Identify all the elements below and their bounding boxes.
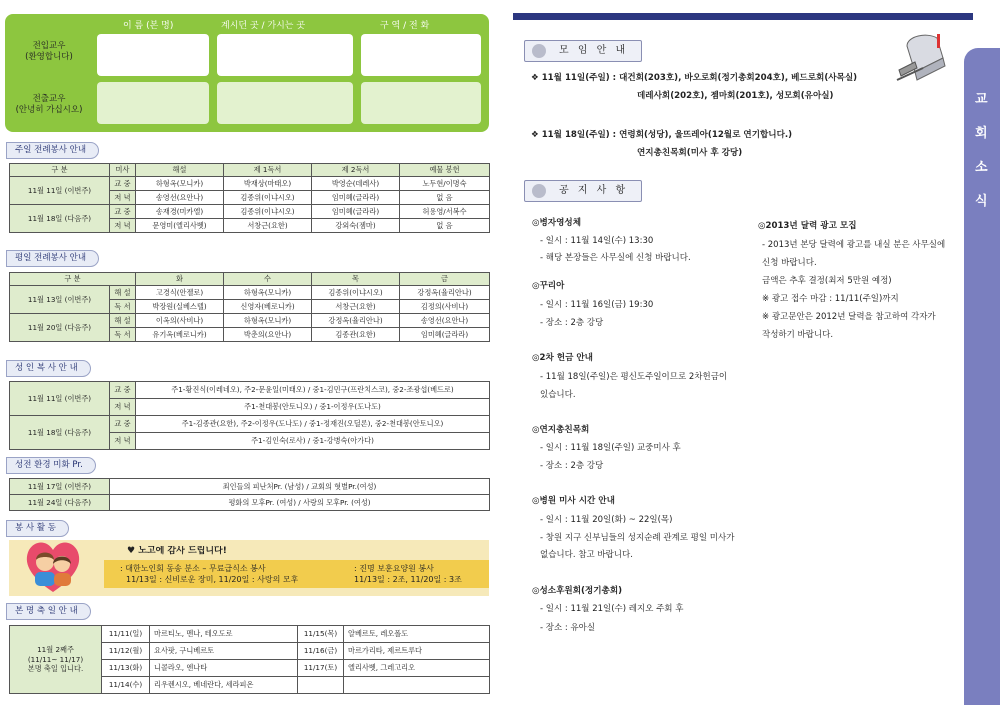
volunteer-right-detail: 11/13일 : 2조, 11/20일 : 3조 bbox=[354, 575, 462, 584]
notice-title: ◎병원 미사 시간 안내 bbox=[532, 496, 615, 506]
newcomer-in-label: 전입교우 (환영합니다) bbox=[25, 41, 73, 63]
cell: 문영미(엘리사벳) bbox=[136, 219, 224, 233]
date-cell: 11월 13일 (이번주) bbox=[10, 286, 110, 314]
th-mass: 미사 bbox=[110, 164, 136, 177]
date-cell: 11월 17일 (이번주) bbox=[10, 479, 110, 495]
notice-line: - 일시 : 11월 18일(주일) 교중미사 후 bbox=[540, 443, 681, 453]
notice-line: - 일시 : 11월 14일(수) 13:30 bbox=[540, 236, 654, 246]
calendar-ad-line: - 2013년 본당 달력에 광고를 내실 분은 사무실에 bbox=[762, 240, 946, 250]
sunday-service-table bbox=[9, 163, 490, 233]
mass-cell: 저 녁 bbox=[110, 399, 136, 416]
cell: 평화의 모후Pr. (여성) / 사랑의 모후Pr. (여성) bbox=[110, 495, 490, 511]
date-cell: 11월 18일 (다음주) bbox=[10, 205, 110, 233]
th-thu: 목 bbox=[312, 273, 400, 286]
feast-saints: 알베르토, 레오폴도 bbox=[344, 626, 490, 643]
cell: 김종위(이냐시오) bbox=[224, 205, 312, 219]
notice-line: - 장소 : 2층 강당 bbox=[540, 318, 604, 328]
calendar-ad-title: ◎2013년 달력 광고 모집 bbox=[758, 221, 857, 231]
cell: 박장원(실베스텔) bbox=[136, 300, 224, 314]
role-cell: 독 서 bbox=[110, 328, 136, 342]
date-cell: 11월 11일 (이번주) bbox=[10, 382, 110, 416]
cell: 김종관(요한) bbox=[312, 328, 400, 342]
cell: 김종위(이냐시오) bbox=[312, 286, 400, 300]
feast-saints: 리우렌시오, 베네란다, 세라피온 bbox=[150, 677, 298, 694]
feast-date: 11/15(목) bbox=[298, 626, 344, 643]
volunteer-details bbox=[104, 560, 489, 588]
newcomer-out-name-box[interactable] bbox=[97, 82, 209, 124]
feast-saints: 마르티노, 멘나, 테오도로 bbox=[150, 626, 298, 643]
notice-line: - 일시 : 11월 16일(금) 19:30 bbox=[540, 300, 654, 310]
feast-saints: 니콜라오, 엔나타 bbox=[150, 660, 298, 677]
cell: 주1-김종관(요한), 주2-이정우(도나도) / 중1-정재진(오딜론), 중2-천대봉(안토니오) bbox=[136, 416, 490, 433]
notice-line: - 11월 18일(주일)은 평신도주일이므로 2차헌금이 bbox=[540, 372, 728, 382]
th-division: 구 분 bbox=[10, 273, 136, 286]
newcomer-out-place-box[interactable] bbox=[217, 82, 353, 124]
heart-couple-icon bbox=[21, 536, 85, 596]
notice-line: - 일시 : 11월 21일(수) 레지오 주회 후 bbox=[540, 604, 684, 614]
date-cell: 11월 24일 (다음주) bbox=[10, 495, 110, 511]
feast-table bbox=[9, 625, 490, 694]
meeting-line: ❖ 11월 18일(주일) : 연령회(성당), 울뜨레아(12월로 연기합니다.) bbox=[531, 130, 793, 140]
cleaning-title: 성전 환경 미화 Pr. bbox=[6, 457, 96, 474]
notice-title: ◎연지총친목회 bbox=[532, 425, 590, 435]
cleaning-table bbox=[9, 478, 490, 511]
cell: 유기옥(베로니카) bbox=[136, 328, 224, 342]
weekday-service-title: 평일 전례봉사 안내 bbox=[6, 250, 99, 267]
cell: 강정옥(율리안나) bbox=[400, 286, 490, 300]
newcomer-in-name-box[interactable] bbox=[97, 34, 209, 76]
th-fri: 금 bbox=[400, 273, 490, 286]
th-offering: 예물 봉헌 bbox=[400, 164, 490, 177]
mass-cell: 저 녁 bbox=[110, 433, 136, 450]
notice-title: ◎병자영성체 bbox=[532, 218, 582, 228]
cell: 신영자(베로니카) bbox=[224, 300, 312, 314]
newcomer-header-district: 구 역 / 전 화 bbox=[380, 21, 430, 31]
feast-saints: 마르가리타, 제르트루다 bbox=[344, 643, 490, 660]
newcomer-out-district-box[interactable] bbox=[361, 82, 481, 124]
cell: 하형옥(모니카) bbox=[224, 314, 312, 328]
cell: 주1-천대봉(안토니오) / 중1-이정우(도나도) bbox=[136, 399, 490, 416]
th-reading-1: 제 1독서 bbox=[224, 164, 312, 177]
right-top-bar bbox=[513, 13, 973, 20]
feast-saints bbox=[344, 677, 490, 694]
volunteer-panel bbox=[9, 540, 489, 596]
newcomer-header-name: 이 름 (본 명) bbox=[123, 21, 174, 31]
calendar-ad-line: ※ 광고 접수 마감 : 11/11(주일)까지 bbox=[762, 294, 899, 304]
feast-date: 11/17(토) bbox=[298, 660, 344, 677]
feast-date: 11/14(수) bbox=[102, 677, 150, 694]
altar-service-title: 성 인 복 사 안 내 bbox=[6, 360, 91, 377]
notice-title: ◎2차 헌금 안내 bbox=[532, 353, 593, 363]
th-wed: 수 bbox=[224, 273, 312, 286]
calendar-ad-line: 신청 바랍니다. bbox=[762, 258, 817, 268]
feast-date bbox=[298, 677, 344, 694]
cell: 강정옥(율리안나) bbox=[312, 314, 400, 328]
feast-title: 본 명 축 일 안 내 bbox=[6, 603, 91, 620]
person-icon bbox=[532, 184, 546, 198]
date-cell: 11월 11일 (이번주) bbox=[10, 177, 110, 205]
notice-line: - 해당 본장들은 사무실에 신청 바랍니다. bbox=[540, 253, 691, 263]
side-title-char: 소 bbox=[975, 160, 988, 175]
cell: 송영선(요안나) bbox=[400, 314, 490, 328]
feast-date: 11/16(금) bbox=[298, 643, 344, 660]
notice-line: 없습니다. 참고 바랍니다. bbox=[540, 550, 633, 560]
cell: 강외숙(젬마) bbox=[312, 219, 400, 233]
cell: 노두현/이명숙 bbox=[400, 177, 490, 191]
cell: 서창근(요한) bbox=[312, 300, 400, 314]
side-title-char: 회 bbox=[975, 126, 988, 141]
meeting-line: 데레사회(202호), 젬마회(201호), 성모회(유아실) bbox=[637, 91, 834, 101]
mass-cell: 교 중 bbox=[110, 416, 136, 433]
role-cell: 해 설 bbox=[110, 286, 136, 300]
cell: 박영순(데레사) bbox=[312, 177, 400, 191]
volunteer-headline: ♥ 노고에 감사 드립니다! bbox=[127, 546, 227, 556]
notice-line: - 장소 : 유아실 bbox=[540, 623, 596, 633]
cell: 이옥의(사비나) bbox=[136, 314, 224, 328]
meetings-title: 모 임 안 내 bbox=[524, 40, 642, 62]
volunteer-left-detail: 11/13일 : 신비로운 장미, 11/20일 : 사랑의 모후 bbox=[126, 575, 299, 584]
mass-cell: 저 녁 bbox=[110, 219, 136, 233]
feast-saints: 요사팟, 구니베르토 bbox=[150, 643, 298, 660]
volunteer-left-title: : 대한노인회 동송 분소 – 무료급식소 봉사 bbox=[120, 564, 266, 573]
th-commentary: 해설 bbox=[136, 164, 224, 177]
cell: 하형옥(모니카) bbox=[136, 177, 224, 191]
cell: 임미혜(글라라) bbox=[312, 205, 400, 219]
mailbox-icon bbox=[893, 28, 953, 86]
cell: 송재경(미카엘) bbox=[136, 205, 224, 219]
mass-cell: 저 녁 bbox=[110, 191, 136, 205]
th-reading-2: 제 2독서 bbox=[312, 164, 400, 177]
notice-title: ◎꾸리아 bbox=[532, 281, 565, 291]
side-title-bar bbox=[964, 48, 1000, 705]
cell: 김종위(이냐시오) bbox=[224, 191, 312, 205]
role-cell: 해 설 bbox=[110, 314, 136, 328]
newcomer-out-label: 전출교우 (안녕히 가십시오) bbox=[15, 94, 83, 116]
cell: 임미혜(글라라) bbox=[400, 328, 490, 342]
cell: 송영선(요안나) bbox=[136, 191, 224, 205]
cell: 주1-황진식(이레네오), 주2-문윤일(미태오) / 중1-김민구(프란치스코), 중2-조광섭(베드로) bbox=[136, 382, 490, 399]
weekday-service-table bbox=[9, 272, 490, 342]
notice-line: - 장소 : 2층 강당 bbox=[540, 461, 604, 471]
person-icon bbox=[532, 44, 546, 58]
calendar-ad-line: 작성하기 바랍니다. bbox=[762, 330, 834, 340]
feast-saints: 엘리사벳, 그레고리오 bbox=[344, 660, 490, 677]
cell: 고경식(안젤로) bbox=[136, 286, 224, 300]
date-cell: 11월 20일 (다음주) bbox=[10, 314, 110, 342]
volunteer-right-title: : 진명 보훈요양원 봉사 bbox=[354, 564, 434, 573]
calendar-ad-line: ※ 광고문안은 2012년 달력을 참고하여 각자가 bbox=[762, 312, 936, 322]
side-title-char: 교 bbox=[975, 92, 988, 107]
mass-cell: 교 중 bbox=[110, 205, 136, 219]
cell: 없 음 bbox=[400, 191, 490, 205]
meeting-line: ❖ 11월 11일(주일) : 대건회(203호), 바오로회(정기총회204호), 베드로회(사목실) bbox=[531, 73, 858, 83]
feast-date: 11/13(화) bbox=[102, 660, 150, 677]
newcomer-form bbox=[5, 14, 489, 132]
side-title-char: 식 bbox=[975, 194, 988, 209]
sunday-service-title: 주일 전례봉사 안내 bbox=[6, 142, 99, 159]
newcomer-in-place-box[interactable] bbox=[217, 34, 353, 76]
newcomer-header-place: 계시던 곳 / 가시는 곳 bbox=[221, 21, 306, 31]
cell: 임미혜(글라라) bbox=[312, 191, 400, 205]
cell: 김정의(사비나) bbox=[400, 300, 490, 314]
cell: 허용영/서복수 bbox=[400, 205, 490, 219]
date-cell: 11월 18일 (다음주) bbox=[10, 416, 110, 450]
volunteer-title: 봉 사 활 동 bbox=[6, 520, 69, 537]
notice-line: - 일시 : 11월 20일(화) ~ 22일(목) bbox=[540, 515, 673, 525]
cell: 박춘의(요안나) bbox=[224, 328, 312, 342]
feast-date: 11/12(월) bbox=[102, 643, 150, 660]
cell: 주1-김인숙(로사) / 중1-강병숙(아가다) bbox=[136, 433, 490, 450]
newcomer-in-district-box[interactable] bbox=[361, 34, 481, 76]
cell: 죄인들의 피난처Pr. (남성) / 교회의 혓별Pr.(여성) bbox=[110, 479, 490, 495]
cell: 없 음 bbox=[400, 219, 490, 233]
notices-title: 공 지 사 항 bbox=[524, 180, 642, 202]
feast-date: 11/11(일) bbox=[102, 626, 150, 643]
cell: 서창근(요한) bbox=[224, 219, 312, 233]
th-division: 구 분 bbox=[10, 164, 110, 177]
notice-line: - 창원 지구 신부님들의 성지순례 관계로 평일 미사가 bbox=[540, 533, 735, 543]
cell: 하형옥(모니카) bbox=[224, 286, 312, 300]
notice-title: ◎성소후원회(정기총회) bbox=[532, 586, 623, 596]
meeting-line: 연지총친목회(미사 후 강당) bbox=[637, 148, 743, 158]
notice-line: 있습니다. bbox=[540, 390, 576, 400]
role-cell: 독 서 bbox=[110, 300, 136, 314]
th-tue: 화 bbox=[136, 273, 224, 286]
mass-cell: 교 중 bbox=[110, 177, 136, 191]
altar-service-table bbox=[9, 381, 490, 450]
calendar-ad-line: 금액은 추후 결정(최저 5만원 예정) bbox=[762, 276, 892, 286]
mass-cell: 교 중 bbox=[110, 382, 136, 399]
feast-week-cell: 11월 2째주 (11/11~ 11/17) 본명 축일 입니다. bbox=[10, 626, 102, 694]
cell: 박재상(마태오) bbox=[224, 177, 312, 191]
